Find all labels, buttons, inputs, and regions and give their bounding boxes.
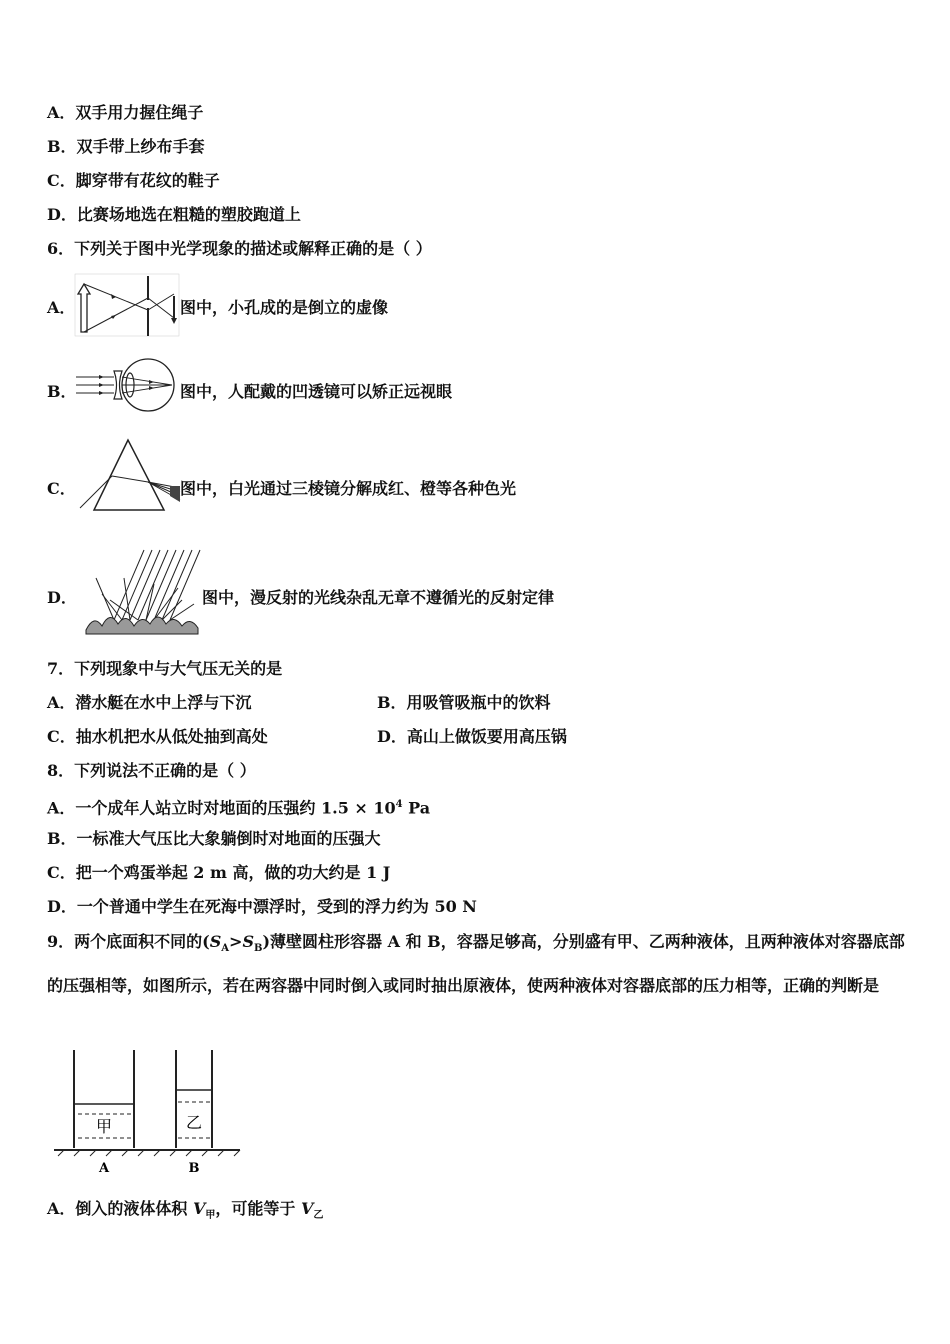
container-b-label: B bbox=[188, 1161, 200, 1176]
q6-option-d-label: D． bbox=[47, 588, 77, 607]
diffuse-reflection-figure bbox=[84, 544, 202, 636]
q7-stem: 7．下列现象中与大气压无关的是 bbox=[47, 659, 283, 678]
q8-option-a: A．一个成年人站立时对地面的压强约 $1.5 \times 10^4$ Pa bbox=[47, 798, 431, 818]
q6-option-c-label: C． bbox=[47, 479, 76, 498]
q6-option-a-label: A． bbox=[47, 298, 76, 317]
q7-option-d: D．高山上做饭要用高压锅 bbox=[377, 727, 567, 746]
q8-option-d: D．一个普通中学生在死海中漂浮时，受到的浮力约为 50 N bbox=[47, 897, 477, 916]
prism-figure bbox=[76, 432, 182, 520]
q8-option-b: B．一标准大气压比大象躺倒时对地面的压强大 bbox=[47, 829, 381, 848]
pinhole-figure bbox=[70, 270, 182, 340]
q9-option-a: A．倒入的液体体积 $V_甲$，可能等于 $V_乙$ bbox=[47, 1199, 324, 1222]
q8-stem: 8．下列说法不正确的是（ ） bbox=[47, 761, 256, 780]
q5-option-c: C．脚穿带有花纹的鞋子 bbox=[47, 171, 220, 190]
q7-option-b: B．用吸管吸瓶中的饮料 bbox=[377, 693, 551, 712]
q6-option-a-text: 图中，小孔成的是倒立的虚像 bbox=[180, 298, 389, 317]
q9-stem: 9．两个底面积不同的$(S_A>S_B)$薄壁圆柱形容器 A 和 B，容器足够高，分别盛有甲、乙两种液体，且两种液体对容器底部的压强相等，如图所示，若在两容器中同时倒入或同时抽出原液体，使两种液体对容器底部的压力相等，正确的判断是 bbox=[47, 932, 905, 996]
q5-option-d: D．比赛场地选在粗糙的塑胶跑道上 bbox=[47, 205, 301, 224]
container-a-label: A bbox=[98, 1161, 110, 1176]
q7-option-c: C．抽水机把水从低处抽到高处 bbox=[47, 727, 268, 746]
q5-option-a: A．双手用力握住绳子 bbox=[47, 103, 204, 122]
container-b-liquid-label: 乙 bbox=[185, 1113, 203, 1132]
q6-option-b-text: 图中，人配戴的凹透镜可以矫正远视眼 bbox=[180, 382, 453, 401]
q7-option-a: A．潜水艇在水中上浮与下沉 bbox=[47, 693, 252, 712]
q5-option-b: B．双手带上纱布手套 bbox=[47, 137, 205, 156]
container-a-liquid-label: 甲 bbox=[95, 1117, 113, 1136]
q6-stem: 6．下列关于图中光学现象的描述或解释正确的是（ ） bbox=[47, 239, 432, 258]
containers-figure bbox=[50, 1044, 244, 1176]
q6-option-c-text: 图中，白光通过三棱镜分解成红、橙等各种色光 bbox=[180, 479, 517, 498]
q8-option-c: C．把一个鸡蛋举起 2 m 高，做的功大约是 1 J bbox=[47, 863, 391, 882]
q6-option-b-label: B． bbox=[47, 382, 77, 401]
q6-option-d-text: 图中，漫反射的光线杂乱无章不遵循光的反射定律 bbox=[202, 588, 555, 607]
eye-lens-figure bbox=[74, 355, 180, 417]
